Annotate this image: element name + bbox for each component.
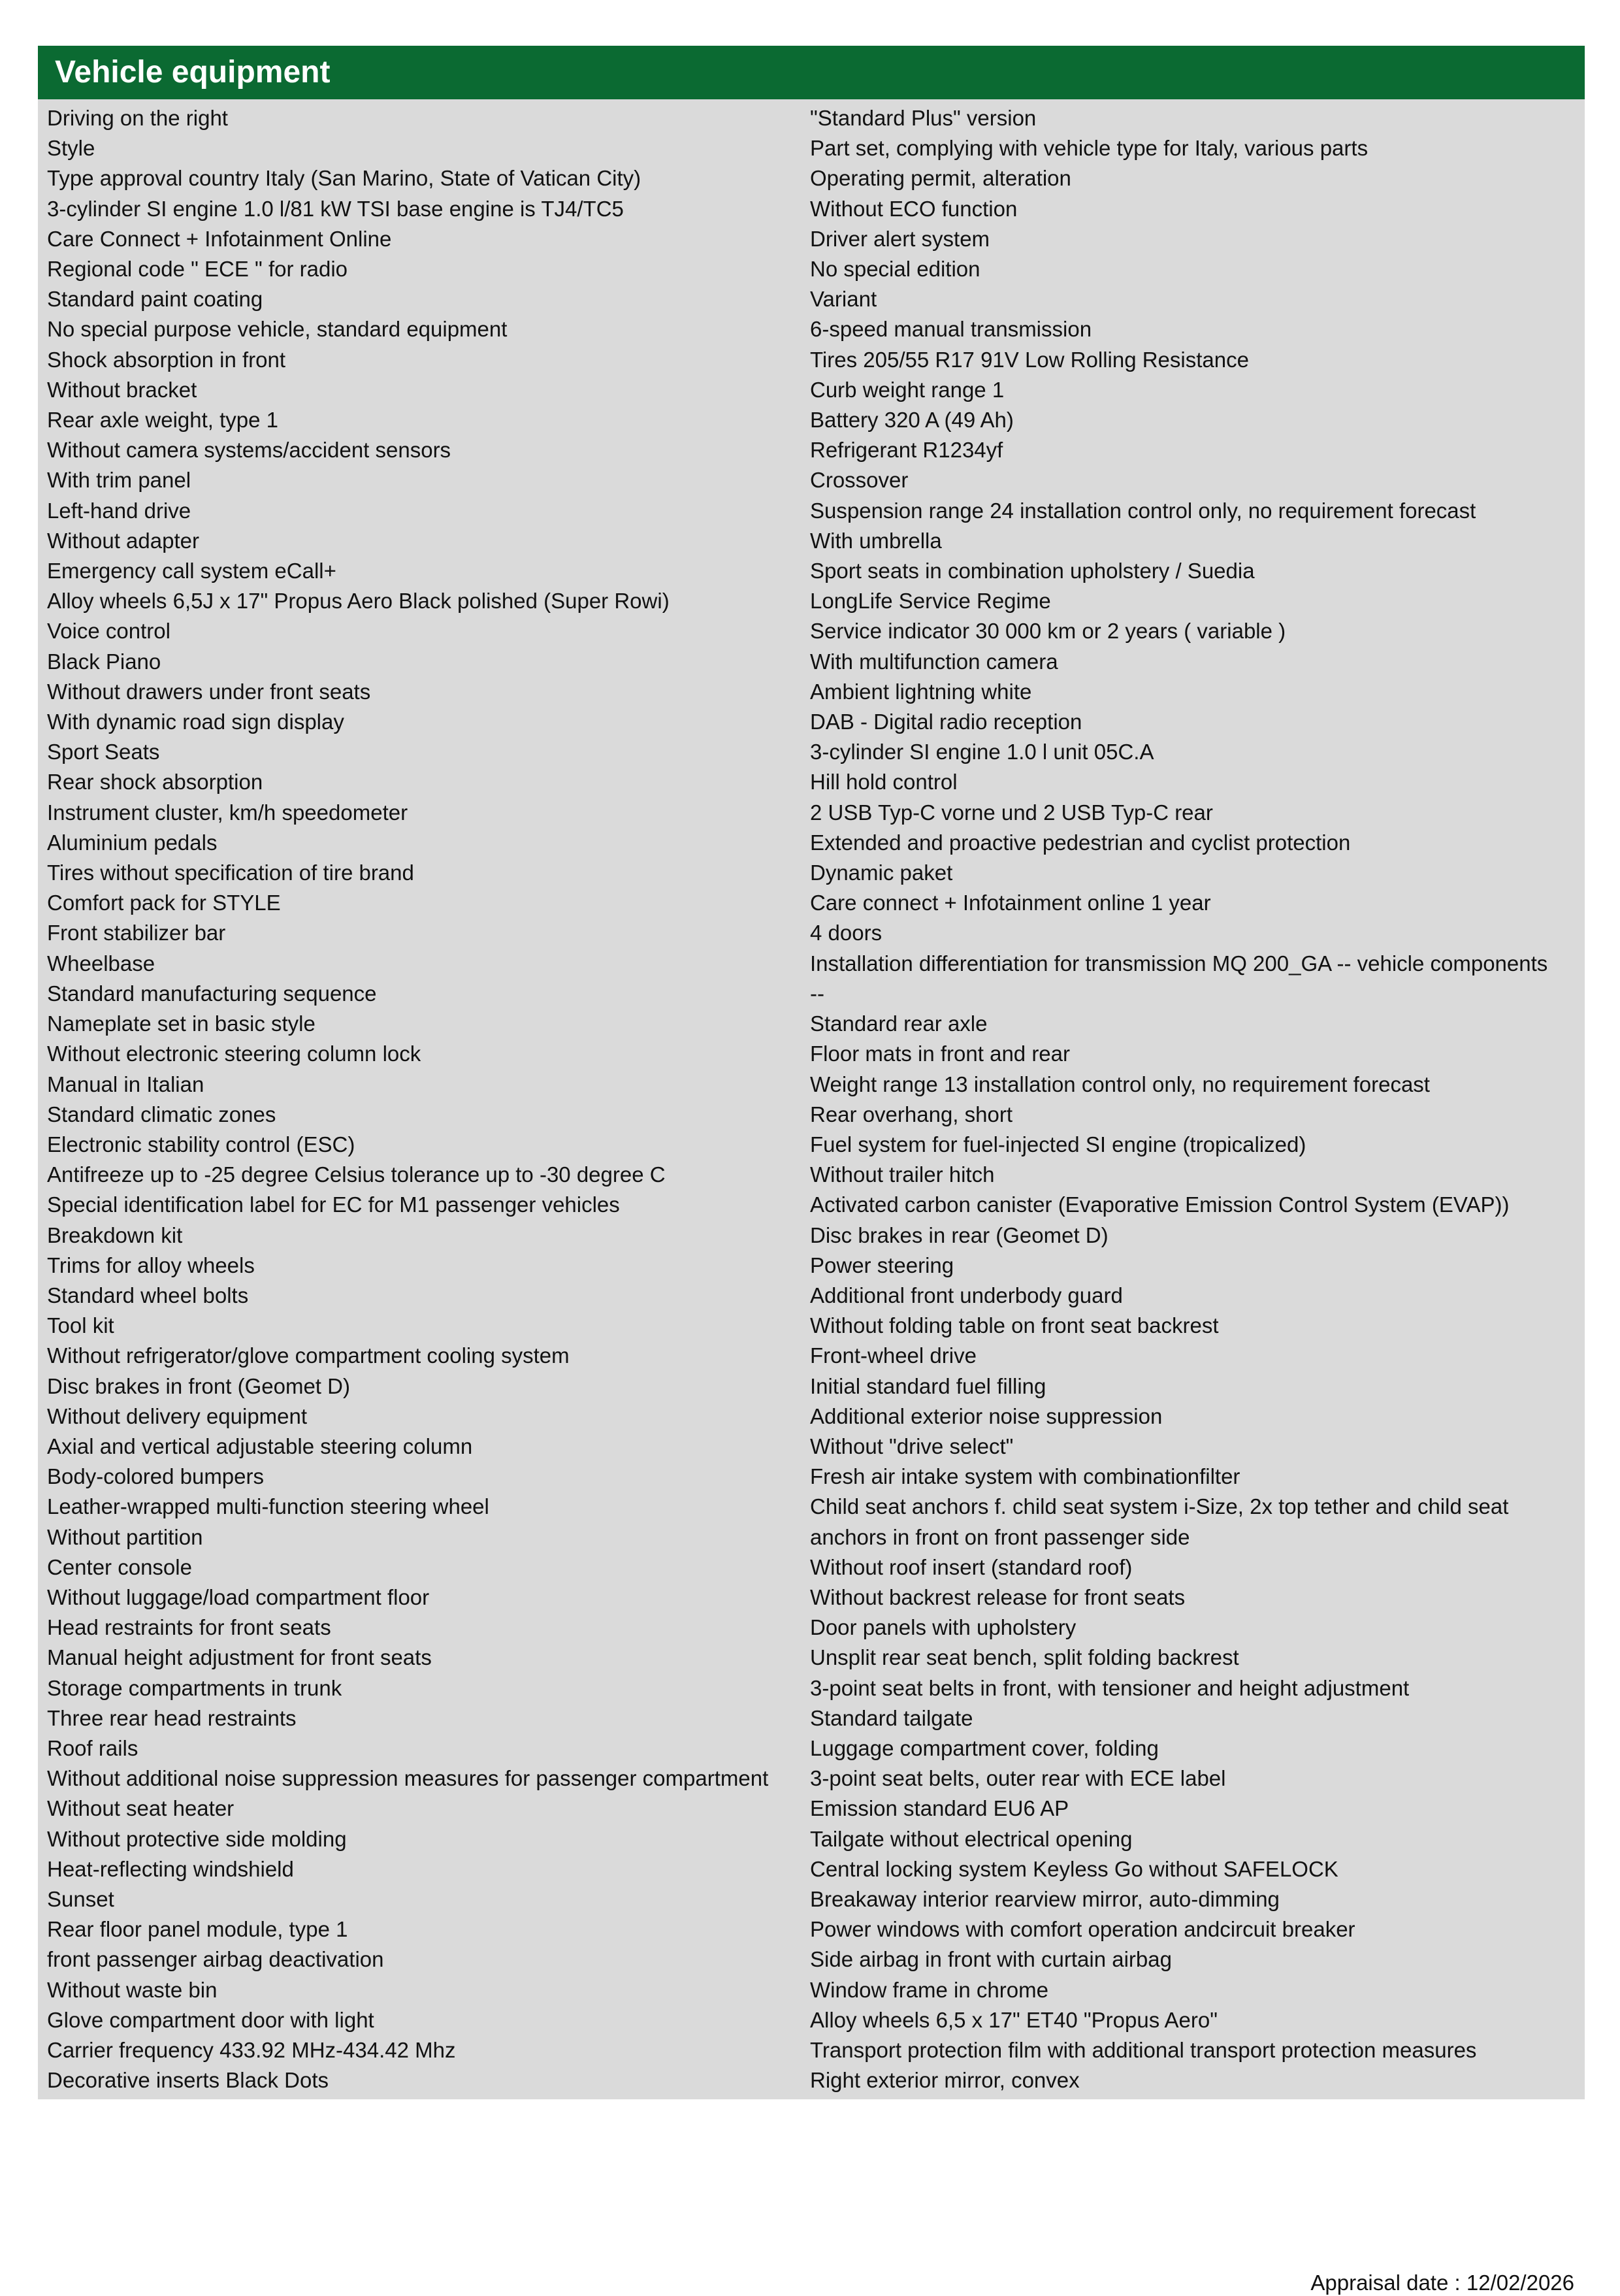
equipment-item: Without waste bin — [47, 1977, 218, 2002]
equipment-item: Manual in Italian — [47, 1072, 204, 1096]
equipment-item: Nameplate set in basic style — [47, 1011, 316, 1036]
equipment-item: Weight range 13 installation control only, no requirement forecast — [810, 1072, 1430, 1096]
equipment-item: Disc brakes in front (Geomet D) — [47, 1373, 350, 1398]
equipment-item: Initial standard fuel filling — [810, 1373, 1046, 1398]
equipment-item: Without electronic steering column lock — [47, 1041, 421, 1066]
equipment-item: Operating permit, alteration — [810, 166, 1071, 191]
equipment-item: Standard rear axle — [810, 1011, 988, 1036]
equipment-item: Trims for alloy wheels — [47, 1253, 255, 1277]
equipment-item: -- — [810, 981, 824, 1006]
equipment-item: Sunset — [47, 1886, 114, 1911]
equipment-item: Central locking system Keyless Go without SAFELOCK — [810, 1856, 1338, 1881]
equipment-item: Tailgate without electrical opening — [810, 1826, 1133, 1851]
equipment-column-left — [38, 103, 810, 2095]
equipment-item: Alloy wheels 6,5 x 17" ET40 "Propus Aero" — [810, 2007, 1218, 2032]
equipment-item: Activated carbon canister (Evaporative Emission Control System (EVAP)) — [810, 1192, 1510, 1217]
equipment-item: Emission standard EU6 AP — [810, 1796, 1069, 1821]
equipment-item: 3-point seat belts in front, with tensioner and height adjustment — [810, 1675, 1410, 1700]
equipment-item: Carrier frequency 433.92 MHz-434.42 Mhz — [47, 2038, 456, 2062]
equipment-item: Sport seats in combination upholstery / Suedia — [810, 559, 1255, 583]
equipment-item: No special purpose vehicle, standard equipment — [47, 317, 508, 342]
equipment-item: Side airbag in front with curtain airbag — [810, 1947, 1172, 1972]
equipment-item: Black Piano — [47, 649, 161, 674]
equipment-item: Front-wheel drive — [810, 1343, 977, 1368]
equipment-item: Leather-wrapped multi-function steering wheel — [47, 1494, 489, 1519]
equipment-item: Axial and vertical adjustable steering column — [47, 1434, 473, 1458]
equipment-item: Without luggage/load compartment floor — [47, 1584, 430, 1609]
equipment-item: Floor mats in front and rear — [810, 1041, 1070, 1066]
equipment-item: Electronic stability control (ESC) — [47, 1132, 355, 1156]
equipment-item: Extended and proactive pedestrian and cyclist protection — [810, 830, 1351, 855]
equipment-item: Ambient lightning white — [810, 679, 1032, 704]
equipment-item: Emergency call system eCall+ — [47, 559, 336, 583]
equipment-item: Door panels with upholstery — [810, 1615, 1077, 1640]
equipment-item: Type approval country Italy (San Marino, State of Vatican City) — [47, 166, 641, 191]
equipment-item: Installation differentiation for transmission MQ 200_GA -- vehicle components — [810, 951, 1548, 976]
equipment-item: Fuel system for fuel-injected SI engine (tropicalized) — [810, 1132, 1306, 1156]
equipment-item: 3-cylinder SI engine 1.0 l unit 05C.A — [810, 740, 1154, 764]
equipment-item: With dynamic road sign display — [47, 710, 344, 734]
equipment-item: Glove compartment door with light — [47, 2007, 374, 2032]
equipment-item: Decorative inserts Black Dots — [47, 2068, 329, 2093]
equipment-item: Center console — [47, 1554, 192, 1579]
equipment-item: Without ECO function — [810, 196, 1018, 221]
equipment-item: Standard manufacturing sequence — [47, 981, 377, 1006]
equipment-item: Roof rails — [47, 1735, 138, 1760]
equipment-item: Dynamic paket — [810, 861, 953, 885]
equipment-item: No special edition — [810, 257, 980, 282]
equipment-item: Tool kit — [47, 1313, 114, 1338]
equipment-item: Regional code " ECE " for radio — [47, 257, 348, 282]
equipment-item: Voice control — [47, 619, 170, 644]
equipment-item: Without folding table on front seat backrest — [810, 1313, 1219, 1338]
equipment-item: Instrument cluster, km/h speedometer — [47, 800, 408, 825]
equipment-item: Special identification label for EC for M1 passenger vehicles — [47, 1192, 620, 1217]
equipment-item: Left-hand drive — [47, 498, 191, 523]
equipment-item: Heat-reflecting windshield — [47, 1856, 294, 1881]
equipment-item: Storage compartments in trunk — [47, 1675, 342, 1700]
equipment-item: Driver alert system — [810, 226, 990, 251]
equipment-item: 2 USB Typ-C vorne und 2 USB Typ-C rear — [810, 800, 1213, 825]
equipment-item: Rear axle weight, type 1 — [47, 408, 279, 433]
equipment-item: Without camera systems/accident sensors — [47, 438, 451, 463]
equipment-item: Care connect + Infotainment online 1 year — [810, 891, 1211, 915]
equipment-item: With multifunction camera — [810, 649, 1058, 674]
equipment-list — [38, 99, 1585, 2099]
equipment-item: Rear overhang, short — [810, 1102, 1013, 1126]
equipment-item: Service indicator 30 000 km or 2 years ( variable ) — [810, 619, 1286, 644]
equipment-item: Disc brakes in rear (Geomet D) — [810, 1222, 1109, 1247]
equipment-column-right — [810, 103, 1585, 2095]
equipment-item: Aluminium pedals — [47, 830, 218, 855]
equipment-item: Power steering — [810, 1253, 954, 1277]
equipment-item: Breakaway interior rearview mirror, auto-dimming — [810, 1886, 1280, 1911]
equipment-item: Comfort pack for STYLE — [47, 891, 281, 915]
equipment-item: Head restraints for front seats — [47, 1615, 331, 1640]
equipment-item: Hill hold control — [810, 770, 958, 795]
equipment-item: 3-cylinder SI engine 1.0 l/81 kW TSI base engine is TJ4/TC5 — [47, 196, 624, 221]
equipment-item: Without backrest release for front seats — [810, 1584, 1186, 1609]
equipment-item: Variant — [810, 287, 877, 312]
equipment-item: Tires without specification of tire brand — [47, 861, 414, 885]
equipment-item: Curb weight range 1 — [810, 377, 1005, 402]
equipment-item: Suspension range 24 installation control only, no requirement forecast — [810, 498, 1476, 523]
appraisal-date: Appraisal date : 12/02/2026 — [1310, 2271, 1574, 2295]
equipment-item: Fresh air intake system with combinationfilter — [810, 1464, 1240, 1489]
equipment-item: Body-colored bumpers — [47, 1464, 264, 1489]
equipment-item: Three rear head restraints — [47, 1705, 297, 1730]
equipment-item: "Standard Plus" version — [810, 106, 1037, 130]
equipment-item: Transport protection film with additional transport protection measures — [810, 2038, 1477, 2062]
equipment-item: Window frame in chrome — [810, 1977, 1048, 2002]
equipment-item: Without delivery equipment — [47, 1403, 308, 1428]
section-title: Vehicle equipment — [38, 46, 1585, 99]
equipment-item: Without protective side molding — [47, 1826, 347, 1851]
equipment-item: Luggage compartment cover, folding — [810, 1735, 1159, 1760]
equipment-item: LongLife Service Regime — [810, 589, 1051, 614]
equipment-item: 3-point seat belts, outer rear with ECE label — [810, 1766, 1226, 1791]
equipment-item: Power windows with comfort operation andcircuit breaker — [810, 1917, 1355, 1942]
equipment-item: Right exterior mirror, convex — [810, 2068, 1080, 2093]
equipment-item: Front stabilizer bar — [47, 921, 226, 945]
equipment-item: Without partition — [47, 1524, 203, 1549]
equipment-item: Refrigerant R1234yf — [810, 438, 1003, 463]
equipment-item: Shock absorption in front — [47, 347, 286, 372]
equipment-item: DAB - Digital radio reception — [810, 710, 1082, 734]
equipment-item: Manual height adjustment for front seats — [47, 1645, 432, 1670]
equipment-item: Style — [47, 136, 95, 161]
equipment-item: Without "drive select" — [810, 1434, 1014, 1458]
equipment-item: Wheelbase — [47, 951, 155, 976]
equipment-item: Part set, complying with vehicle type for Italy, various parts — [810, 136, 1369, 161]
equipment-item: Child seat anchors f. child seat system i-Size, 2x top tether and child seat anchors in front on front passenger side — [810, 1494, 1509, 1549]
equipment-item: 6-speed manual transmission — [810, 317, 1092, 342]
equipment-item: Standard climatic zones — [47, 1102, 276, 1126]
equipment-item: Additional exterior noise suppression — [810, 1403, 1163, 1428]
equipment-item: Rear shock absorption — [47, 770, 263, 795]
equipment-item: Without refrigerator/glove compartment cooling system — [47, 1343, 570, 1368]
equipment-item: Without seat heater — [47, 1796, 235, 1821]
equipment-item: Battery 320 A (49 Ah) — [810, 408, 1014, 433]
vehicle-equipment-section — [38, 46, 1585, 2099]
equipment-item: Without drawers under front seats — [47, 679, 371, 704]
equipment-item: Without trailer hitch — [810, 1162, 995, 1187]
equipment-item: Unsplit rear seat bench, split folding backrest — [810, 1645, 1239, 1670]
equipment-item: With trim panel — [47, 468, 191, 493]
equipment-item: 4 doors — [810, 921, 883, 945]
equipment-item: With umbrella — [810, 528, 942, 553]
equipment-item: Tires 205/55 R17 91V Low Rolling Resistance — [810, 347, 1249, 372]
equipment-item: Without additional noise suppression measures for passenger compartment — [47, 1766, 769, 1791]
equipment-item: Without adapter — [47, 528, 199, 553]
equipment-item: Sport Seats — [47, 740, 160, 764]
equipment-item: Additional front underbody guard — [810, 1283, 1123, 1307]
equipment-item: Rear floor panel module, type 1 — [47, 1917, 348, 1942]
equipment-item: front passenger airbag deactivation — [47, 1947, 384, 1972]
equipment-item: Antifreeze up to -25 degree Celsius tolerance up to -30 degree C — [47, 1162, 666, 1187]
equipment-item: Without bracket — [47, 377, 197, 402]
equipment-item: Care Connect + Infotainment Online — [47, 226, 392, 251]
equipment-item: Driving on the right — [47, 106, 228, 130]
equipment-item: Standard tailgate — [810, 1705, 973, 1730]
equipment-item: Alloy wheels 6,5J x 17" Propus Aero Black polished (Super Rowi) — [47, 589, 670, 614]
equipment-item: Crossover — [810, 468, 909, 493]
equipment-item: Breakdown kit — [47, 1222, 183, 1247]
equipment-item: Standard wheel bolts — [47, 1283, 249, 1307]
equipment-item: Standard paint coating — [47, 287, 263, 312]
equipment-item: Without roof insert (standard roof) — [810, 1554, 1133, 1579]
